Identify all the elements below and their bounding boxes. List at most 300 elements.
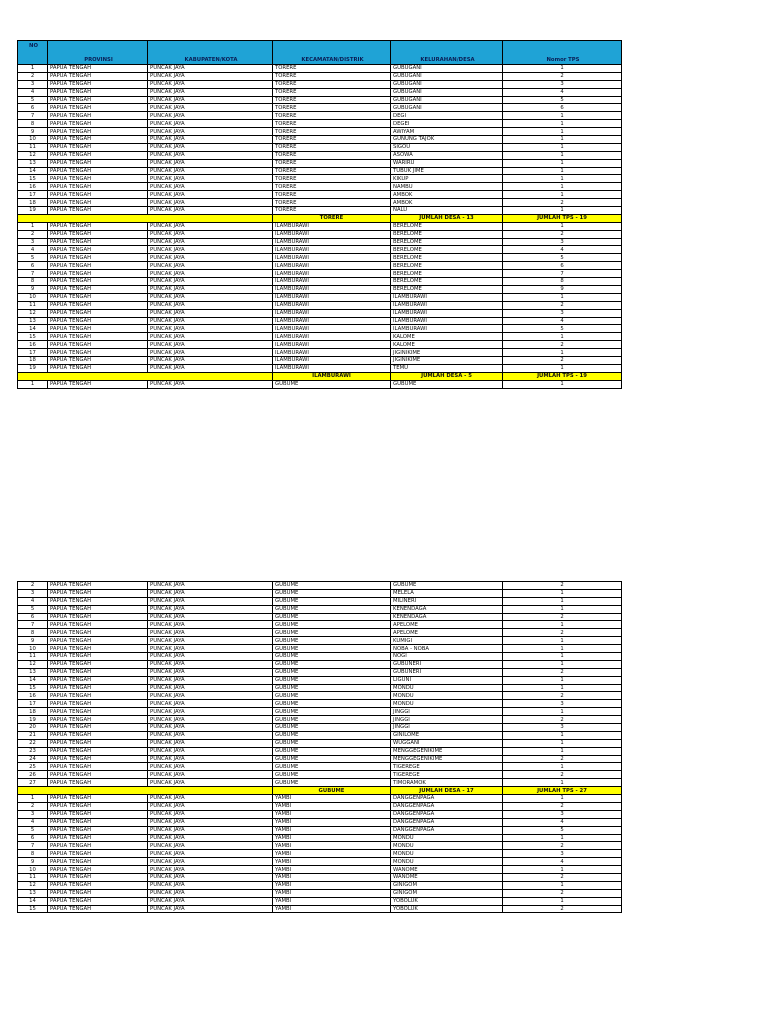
table-row bbox=[18, 810, 622, 818]
cell-tps: 2 bbox=[503, 692, 622, 700]
cell-kecamatan: GUBUME bbox=[273, 597, 391, 605]
cell-tps: 2 bbox=[503, 356, 622, 364]
cell-kelurahan: ILAMBURAWI bbox=[391, 293, 503, 301]
cell-kelurahan: BERELOME bbox=[391, 262, 503, 270]
cell-kelurahan: BERELOME bbox=[391, 278, 503, 286]
cell-provinsi: PAPUA TENGAH bbox=[48, 270, 148, 278]
cell-kecamatan: YAMBI bbox=[273, 810, 391, 818]
cell-no: 14 bbox=[18, 325, 48, 333]
table-row bbox=[18, 668, 622, 676]
cell-no: 3 bbox=[18, 238, 48, 246]
cell-kecamatan: YAMBI bbox=[273, 818, 391, 826]
cell-no: 9 bbox=[18, 637, 48, 645]
cell-kecamatan: YAMBI bbox=[273, 897, 391, 905]
cell-kelurahan: TEMU bbox=[391, 364, 503, 372]
cell-provinsi: PAPUA TENGAH bbox=[48, 645, 148, 653]
cell-no: 18 bbox=[18, 708, 48, 716]
table-row bbox=[18, 589, 622, 597]
cell-kelurahan: DANGGENPAGA bbox=[391, 802, 503, 810]
cell-kabupaten: PUNCAK JAYA bbox=[148, 866, 273, 874]
cell-tps: 5 bbox=[503, 325, 622, 333]
cell-kelurahan: JINGGI bbox=[391, 724, 503, 732]
tps-table-page-1 bbox=[17, 40, 621, 389]
table-row bbox=[18, 684, 622, 692]
cell-tps: 1 bbox=[503, 333, 622, 341]
table-row bbox=[18, 842, 622, 850]
table-row bbox=[18, 230, 622, 238]
table-row bbox=[18, 866, 622, 874]
table-row bbox=[18, 191, 622, 199]
cell-kecamatan: ILAMBURAWI bbox=[273, 325, 391, 333]
cell-kabupaten: PUNCAK JAYA bbox=[148, 660, 273, 668]
cell-no: 10 bbox=[18, 645, 48, 653]
cell-kecamatan: TORERE bbox=[273, 143, 391, 151]
cell-kelurahan: JINGGI bbox=[391, 716, 503, 724]
cell-kabupaten: PUNCAK JAYA bbox=[148, 112, 273, 120]
cell-provinsi: PAPUA TENGAH bbox=[48, 199, 148, 207]
cell-kecamatan: ILAMBURAWI bbox=[273, 270, 391, 278]
header-kabupaten: KABUPATEN/KOTA bbox=[148, 41, 273, 65]
cell-no: 7 bbox=[18, 842, 48, 850]
cell-no: 13 bbox=[18, 889, 48, 897]
cell-kabupaten: PUNCAK JAYA bbox=[148, 637, 273, 645]
cell-tps: 1 bbox=[503, 739, 622, 747]
cell-kelurahan: GUBUGANI bbox=[391, 65, 503, 73]
cell-kabupaten: PUNCAK JAYA bbox=[148, 605, 273, 613]
cell-no: 3 bbox=[18, 80, 48, 88]
cell-no: 11 bbox=[18, 873, 48, 881]
table-row bbox=[18, 826, 622, 834]
cell-no: 23 bbox=[18, 747, 48, 755]
table-row bbox=[18, 724, 622, 732]
cell-provinsi: PAPUA TENGAH bbox=[48, 278, 148, 286]
cell-no: 10 bbox=[18, 866, 48, 874]
cell-kabupaten: PUNCAK JAYA bbox=[148, 708, 273, 716]
cell-tps: 1 bbox=[503, 621, 622, 629]
table-header-row bbox=[18, 41, 622, 65]
cell-no: 7 bbox=[18, 621, 48, 629]
summary-jumlah-desa: JUMLAH DESA - 13 bbox=[391, 214, 503, 222]
cell-no: 15 bbox=[18, 175, 48, 183]
table-row bbox=[18, 238, 622, 246]
cell-provinsi: PAPUA TENGAH bbox=[48, 771, 148, 779]
table-row bbox=[18, 889, 622, 897]
cell-kecamatan: ILAMBURAWI bbox=[273, 238, 391, 246]
table-row bbox=[18, 873, 622, 881]
cell-provinsi: PAPUA TENGAH bbox=[48, 881, 148, 889]
cell-no: 6 bbox=[18, 834, 48, 842]
cell-kecamatan: ILAMBURAWI bbox=[273, 341, 391, 349]
cell-tps: 6 bbox=[503, 262, 622, 270]
cell-provinsi: PAPUA TENGAH bbox=[48, 629, 148, 637]
cell-kelurahan: GUBUME bbox=[391, 582, 503, 590]
cell-provinsi: PAPUA TENGAH bbox=[48, 763, 148, 771]
table-row bbox=[18, 285, 622, 293]
cell-kelurahan: ASOWA bbox=[391, 151, 503, 159]
cell-kabupaten: PUNCAK JAYA bbox=[148, 191, 273, 199]
table-row bbox=[18, 207, 622, 215]
cell-kelurahan: BERELOME bbox=[391, 246, 503, 254]
cell-no: 22 bbox=[18, 739, 48, 747]
cell-tps: 1 bbox=[503, 167, 622, 175]
cell-no: 5 bbox=[18, 826, 48, 834]
table-row bbox=[18, 222, 622, 230]
summary-jumlah-tps: JUMLAH TPS - 27 bbox=[503, 787, 622, 795]
cell-tps: 1 bbox=[503, 159, 622, 167]
cell-no: 3 bbox=[18, 810, 48, 818]
cell-tps: 1 bbox=[503, 349, 622, 357]
cell-kelurahan: MENGGEGENIKIME bbox=[391, 755, 503, 763]
cell-kelurahan: TIMORAMOK bbox=[391, 779, 503, 787]
table-row bbox=[18, 143, 622, 151]
table-row bbox=[18, 65, 622, 73]
cell-tps: 2 bbox=[503, 771, 622, 779]
cell-provinsi: PAPUA TENGAH bbox=[48, 262, 148, 270]
cell-no: 21 bbox=[18, 731, 48, 739]
cell-kecamatan: GUBUME bbox=[273, 621, 391, 629]
cell-no: 19 bbox=[18, 207, 48, 215]
cell-no: 2 bbox=[18, 72, 48, 80]
cell-kabupaten: PUNCAK JAYA bbox=[148, 676, 273, 684]
cell-tps: 2 bbox=[503, 629, 622, 637]
cell-provinsi: PAPUA TENGAH bbox=[48, 834, 148, 842]
cell-kabupaten: PUNCAK JAYA bbox=[148, 128, 273, 136]
cell-provinsi: PAPUA TENGAH bbox=[48, 301, 148, 309]
cell-tps: 3 bbox=[503, 810, 622, 818]
table-row bbox=[18, 96, 622, 104]
cell-tps: 6 bbox=[503, 104, 622, 112]
cell-no: 12 bbox=[18, 660, 48, 668]
cell-provinsi: PAPUA TENGAH bbox=[48, 341, 148, 349]
cell-provinsi: PAPUA TENGAH bbox=[48, 637, 148, 645]
cell-kecamatan: TORERE bbox=[273, 88, 391, 96]
header-provinsi: PROVINSI bbox=[48, 41, 148, 65]
cell-provinsi: PAPUA TENGAH bbox=[48, 818, 148, 826]
cell-tps: 2 bbox=[503, 873, 622, 881]
cell-tps: 2 bbox=[503, 802, 622, 810]
cell-kecamatan: GUBUME bbox=[273, 653, 391, 661]
table-row bbox=[18, 80, 622, 88]
header-kecamatan: KECAMATAN/DISTRIK bbox=[273, 41, 391, 65]
cell-kelurahan: KENENDAGA bbox=[391, 605, 503, 613]
cell-provinsi: PAPUA TENGAH bbox=[48, 143, 148, 151]
cell-tps: 4 bbox=[503, 858, 622, 866]
table-row bbox=[18, 317, 622, 325]
cell-kecamatan: ILAMBURAWI bbox=[273, 285, 391, 293]
table-row bbox=[18, 167, 622, 175]
cell-provinsi: PAPUA TENGAH bbox=[48, 325, 148, 333]
cell-kabupaten: PUNCAK JAYA bbox=[148, 668, 273, 676]
cell-tps: 1 bbox=[503, 183, 622, 191]
table-row bbox=[18, 356, 622, 364]
cell-no: 4 bbox=[18, 597, 48, 605]
cell-tps: 9 bbox=[503, 285, 622, 293]
cell-kelurahan: BERELOME bbox=[391, 254, 503, 262]
cell-kecamatan: TORERE bbox=[273, 80, 391, 88]
table-row bbox=[18, 834, 622, 842]
cell-kecamatan: YAMBI bbox=[273, 795, 391, 803]
table-row bbox=[18, 293, 622, 301]
cell-kabupaten: PUNCAK JAYA bbox=[148, 629, 273, 637]
cell-kelurahan: GINIGOM bbox=[391, 889, 503, 897]
cell-kabupaten: PUNCAK JAYA bbox=[148, 230, 273, 238]
cell-kelurahan: GUBUME bbox=[391, 380, 503, 388]
cell-no: 13 bbox=[18, 668, 48, 676]
cell-kabupaten: PUNCAK JAYA bbox=[148, 645, 273, 653]
cell-kelurahan: NAMBU bbox=[391, 183, 503, 191]
cell-kelurahan: YOBOLUK bbox=[391, 905, 503, 913]
cell-kelurahan: MILINERI bbox=[391, 597, 503, 605]
table-row bbox=[18, 88, 622, 96]
cell-provinsi: PAPUA TENGAH bbox=[48, 222, 148, 230]
cell-provinsi: PAPUA TENGAH bbox=[48, 873, 148, 881]
cell-no: 7 bbox=[18, 112, 48, 120]
cell-provinsi: PAPUA TENGAH bbox=[48, 72, 148, 80]
cell-kabupaten: PUNCAK JAYA bbox=[148, 897, 273, 905]
cell-provinsi: PAPUA TENGAH bbox=[48, 842, 148, 850]
table-row bbox=[18, 270, 622, 278]
cell-provinsi: PAPUA TENGAH bbox=[48, 692, 148, 700]
cell-no: 6 bbox=[18, 613, 48, 621]
table-row bbox=[18, 771, 622, 779]
cell-tps: 1 bbox=[503, 207, 622, 215]
cell-provinsi: PAPUA TENGAH bbox=[48, 613, 148, 621]
cell-no: 9 bbox=[18, 128, 48, 136]
cell-no: 17 bbox=[18, 191, 48, 199]
table-row bbox=[18, 278, 622, 286]
cell-kabupaten: PUNCAK JAYA bbox=[148, 731, 273, 739]
cell-tps: 4 bbox=[503, 818, 622, 826]
cell-kelurahan: DANGGENPAGA bbox=[391, 795, 503, 803]
cell-kecamatan: ILAMBURAWI bbox=[273, 293, 391, 301]
cell-tps: 1 bbox=[503, 128, 622, 136]
cell-kecamatan: ILAMBURAWI bbox=[273, 356, 391, 364]
table-row bbox=[18, 325, 622, 333]
cell-no: 14 bbox=[18, 167, 48, 175]
table-row bbox=[18, 645, 622, 653]
table-row bbox=[18, 629, 622, 637]
cell-kabupaten: PUNCAK JAYA bbox=[148, 739, 273, 747]
cell-tps: 1 bbox=[503, 676, 622, 684]
cell-tps: 5 bbox=[503, 96, 622, 104]
table-row bbox=[18, 621, 622, 629]
cell-tps: 5 bbox=[503, 826, 622, 834]
cell-kabupaten: PUNCAK JAYA bbox=[148, 309, 273, 317]
cell-kelurahan: GINILOME bbox=[391, 731, 503, 739]
tps-table-page-2 bbox=[17, 581, 621, 913]
cell-kelurahan: JINGGI bbox=[391, 708, 503, 716]
table-row bbox=[18, 795, 622, 803]
table-row bbox=[18, 175, 622, 183]
cell-kecamatan: YAMBI bbox=[273, 889, 391, 897]
cell-kecamatan: GUBUME bbox=[273, 668, 391, 676]
table-row bbox=[18, 637, 622, 645]
cell-kabupaten: PUNCAK JAYA bbox=[148, 238, 273, 246]
cell-no: 18 bbox=[18, 199, 48, 207]
cell-kelurahan: GUBUGANI bbox=[391, 80, 503, 88]
cell-kabupaten: PUNCAK JAYA bbox=[148, 795, 273, 803]
cell-kecamatan: TORERE bbox=[273, 191, 391, 199]
cell-tps: 2 bbox=[503, 341, 622, 349]
cell-provinsi: PAPUA TENGAH bbox=[48, 905, 148, 913]
header-kelurahan: KELURAHAN/DESA bbox=[391, 41, 503, 65]
cell-kelurahan: KALOME bbox=[391, 341, 503, 349]
cell-kelurahan: APELOME bbox=[391, 621, 503, 629]
cell-kabupaten: PUNCAK JAYA bbox=[148, 613, 273, 621]
cell-kabupaten: PUNCAK JAYA bbox=[148, 175, 273, 183]
cell-provinsi: PAPUA TENGAH bbox=[48, 826, 148, 834]
cell-kecamatan: GUBUME bbox=[273, 747, 391, 755]
cell-kabupaten: PUNCAK JAYA bbox=[148, 889, 273, 897]
cell-kelurahan: AMBOK bbox=[391, 191, 503, 199]
cell-tps: 1 bbox=[503, 380, 622, 388]
cell-kelurahan: DEGI bbox=[391, 112, 503, 120]
cell-no: 1 bbox=[18, 380, 48, 388]
cell-kabupaten: PUNCAK JAYA bbox=[148, 747, 273, 755]
cell-kabupaten: PUNCAK JAYA bbox=[148, 222, 273, 230]
cell-tps: 1 bbox=[503, 589, 622, 597]
cell-kelurahan: DEGEI bbox=[391, 120, 503, 128]
cell-no: 1 bbox=[18, 795, 48, 803]
cell-kabupaten: PUNCAK JAYA bbox=[148, 246, 273, 254]
tps-table bbox=[17, 581, 622, 913]
cell-kelurahan: MONDU bbox=[391, 858, 503, 866]
cell-tps: 2 bbox=[503, 613, 622, 621]
cell-kecamatan: GUBUME bbox=[273, 589, 391, 597]
cell-provinsi: PAPUA TENGAH bbox=[48, 309, 148, 317]
cell-tps: 3 bbox=[503, 80, 622, 88]
cell-kabupaten: PUNCAK JAYA bbox=[148, 842, 273, 850]
cell-provinsi: PAPUA TENGAH bbox=[48, 858, 148, 866]
cell-no: 4 bbox=[18, 246, 48, 254]
cell-kelurahan: TUBUK JIME bbox=[391, 167, 503, 175]
cell-kabupaten: PUNCAK JAYA bbox=[148, 380, 273, 388]
cell-kecamatan: GUBUME bbox=[273, 629, 391, 637]
cell-kecamatan: YAMBI bbox=[273, 834, 391, 842]
cell-kelurahan: MENGGEGENIKIME bbox=[391, 747, 503, 755]
cell-provinsi: PAPUA TENGAH bbox=[48, 167, 148, 175]
table-row bbox=[18, 597, 622, 605]
tps-table bbox=[17, 40, 622, 389]
cell-kecamatan: GUBUME bbox=[273, 700, 391, 708]
cell-kecamatan: YAMBI bbox=[273, 905, 391, 913]
cell-tps: 2 bbox=[503, 199, 622, 207]
cell-no: 24 bbox=[18, 755, 48, 763]
cell-kecamatan: GUBUME bbox=[273, 779, 391, 787]
table-row bbox=[18, 779, 622, 787]
table-row bbox=[18, 747, 622, 755]
cell-tps: 1 bbox=[503, 660, 622, 668]
cell-tps: 3 bbox=[503, 309, 622, 317]
cell-kelurahan: KALOME bbox=[391, 333, 503, 341]
cell-no: 5 bbox=[18, 254, 48, 262]
cell-kelurahan: NALU bbox=[391, 207, 503, 215]
cell-no: 19 bbox=[18, 364, 48, 372]
cell-tps: 5 bbox=[503, 254, 622, 262]
cell-kecamatan: YAMBI bbox=[273, 873, 391, 881]
cell-kecamatan: GUBUME bbox=[273, 731, 391, 739]
cell-provinsi: PAPUA TENGAH bbox=[48, 175, 148, 183]
cell-kecamatan: TORERE bbox=[273, 175, 391, 183]
table-row bbox=[18, 660, 622, 668]
cell-provinsi: PAPUA TENGAH bbox=[48, 254, 148, 262]
cell-kecamatan: GUBUME bbox=[273, 716, 391, 724]
cell-kabupaten: PUNCAK JAYA bbox=[148, 285, 273, 293]
cell-kelurahan: YOBOLUK bbox=[391, 897, 503, 905]
cell-no: 8 bbox=[18, 629, 48, 637]
cell-kecamatan: GUBUME bbox=[273, 605, 391, 613]
cell-kelurahan: AWIYAM bbox=[391, 128, 503, 136]
summary-jumlah-tps: JUMLAH TPS - 19 bbox=[503, 372, 622, 380]
cell-kelurahan: WARIRU bbox=[391, 159, 503, 167]
cell-provinsi: PAPUA TENGAH bbox=[48, 739, 148, 747]
summary-jumlah-tps: JUMLAH TPS - 19 bbox=[503, 214, 622, 222]
cell-kabupaten: PUNCAK JAYA bbox=[148, 80, 273, 88]
cell-provinsi: PAPUA TENGAH bbox=[48, 349, 148, 357]
table-row bbox=[18, 159, 622, 167]
cell-no: 5 bbox=[18, 605, 48, 613]
cell-tps: 4 bbox=[503, 246, 622, 254]
cell-provinsi: PAPUA TENGAH bbox=[48, 684, 148, 692]
table-row bbox=[18, 881, 622, 889]
cell-no: 11 bbox=[18, 143, 48, 151]
cell-provinsi: PAPUA TENGAH bbox=[48, 80, 148, 88]
cell-kecamatan: ILAMBURAWI bbox=[273, 222, 391, 230]
cell-kecamatan: ILAMBURAWI bbox=[273, 349, 391, 357]
cell-tps: 2 bbox=[503, 842, 622, 850]
cell-provinsi: PAPUA TENGAH bbox=[48, 238, 148, 246]
cell-provinsi: PAPUA TENGAH bbox=[48, 660, 148, 668]
cell-kelurahan: BERELOME bbox=[391, 230, 503, 238]
cell-kabupaten: PUNCAK JAYA bbox=[148, 356, 273, 364]
table-row bbox=[18, 120, 622, 128]
cell-provinsi: PAPUA TENGAH bbox=[48, 317, 148, 325]
cell-tps: 1 bbox=[503, 293, 622, 301]
cell-kabupaten: PUNCAK JAYA bbox=[148, 325, 273, 333]
cell-no: 10 bbox=[18, 136, 48, 144]
cell-tps: 1 bbox=[503, 65, 622, 73]
cell-tps: 2 bbox=[503, 301, 622, 309]
cell-kabupaten: PUNCAK JAYA bbox=[148, 653, 273, 661]
cell-kecamatan: GUBUME bbox=[273, 771, 391, 779]
cell-kecamatan: GUBUME bbox=[273, 708, 391, 716]
cell-kabupaten: PUNCAK JAYA bbox=[148, 810, 273, 818]
table-row bbox=[18, 262, 622, 270]
table-row bbox=[18, 731, 622, 739]
table-row bbox=[18, 128, 622, 136]
cell-no: 8 bbox=[18, 850, 48, 858]
cell-provinsi: PAPUA TENGAH bbox=[48, 96, 148, 104]
table-row bbox=[18, 183, 622, 191]
cell-kelurahan: JIGINIKIME bbox=[391, 349, 503, 357]
cell-no: 12 bbox=[18, 151, 48, 159]
table-row bbox=[18, 349, 622, 357]
cell-tps: 1 bbox=[503, 795, 622, 803]
cell-tps: 2 bbox=[503, 755, 622, 763]
cell-no: 4 bbox=[18, 818, 48, 826]
cell-kecamatan: ILAMBURAWI bbox=[273, 317, 391, 325]
cell-kelurahan: KIKUP bbox=[391, 175, 503, 183]
cell-kabupaten: PUNCAK JAYA bbox=[148, 293, 273, 301]
cell-kabupaten: PUNCAK JAYA bbox=[148, 724, 273, 732]
cell-kabupaten: PUNCAK JAYA bbox=[148, 136, 273, 144]
cell-provinsi: PAPUA TENGAH bbox=[48, 724, 148, 732]
cell-kecamatan: ILAMBURAWI bbox=[273, 254, 391, 262]
cell-kelurahan: BERELOME bbox=[391, 270, 503, 278]
cell-kabupaten: PUNCAK JAYA bbox=[148, 700, 273, 708]
cell-kecamatan: TORERE bbox=[273, 120, 391, 128]
cell-no: 11 bbox=[18, 653, 48, 661]
